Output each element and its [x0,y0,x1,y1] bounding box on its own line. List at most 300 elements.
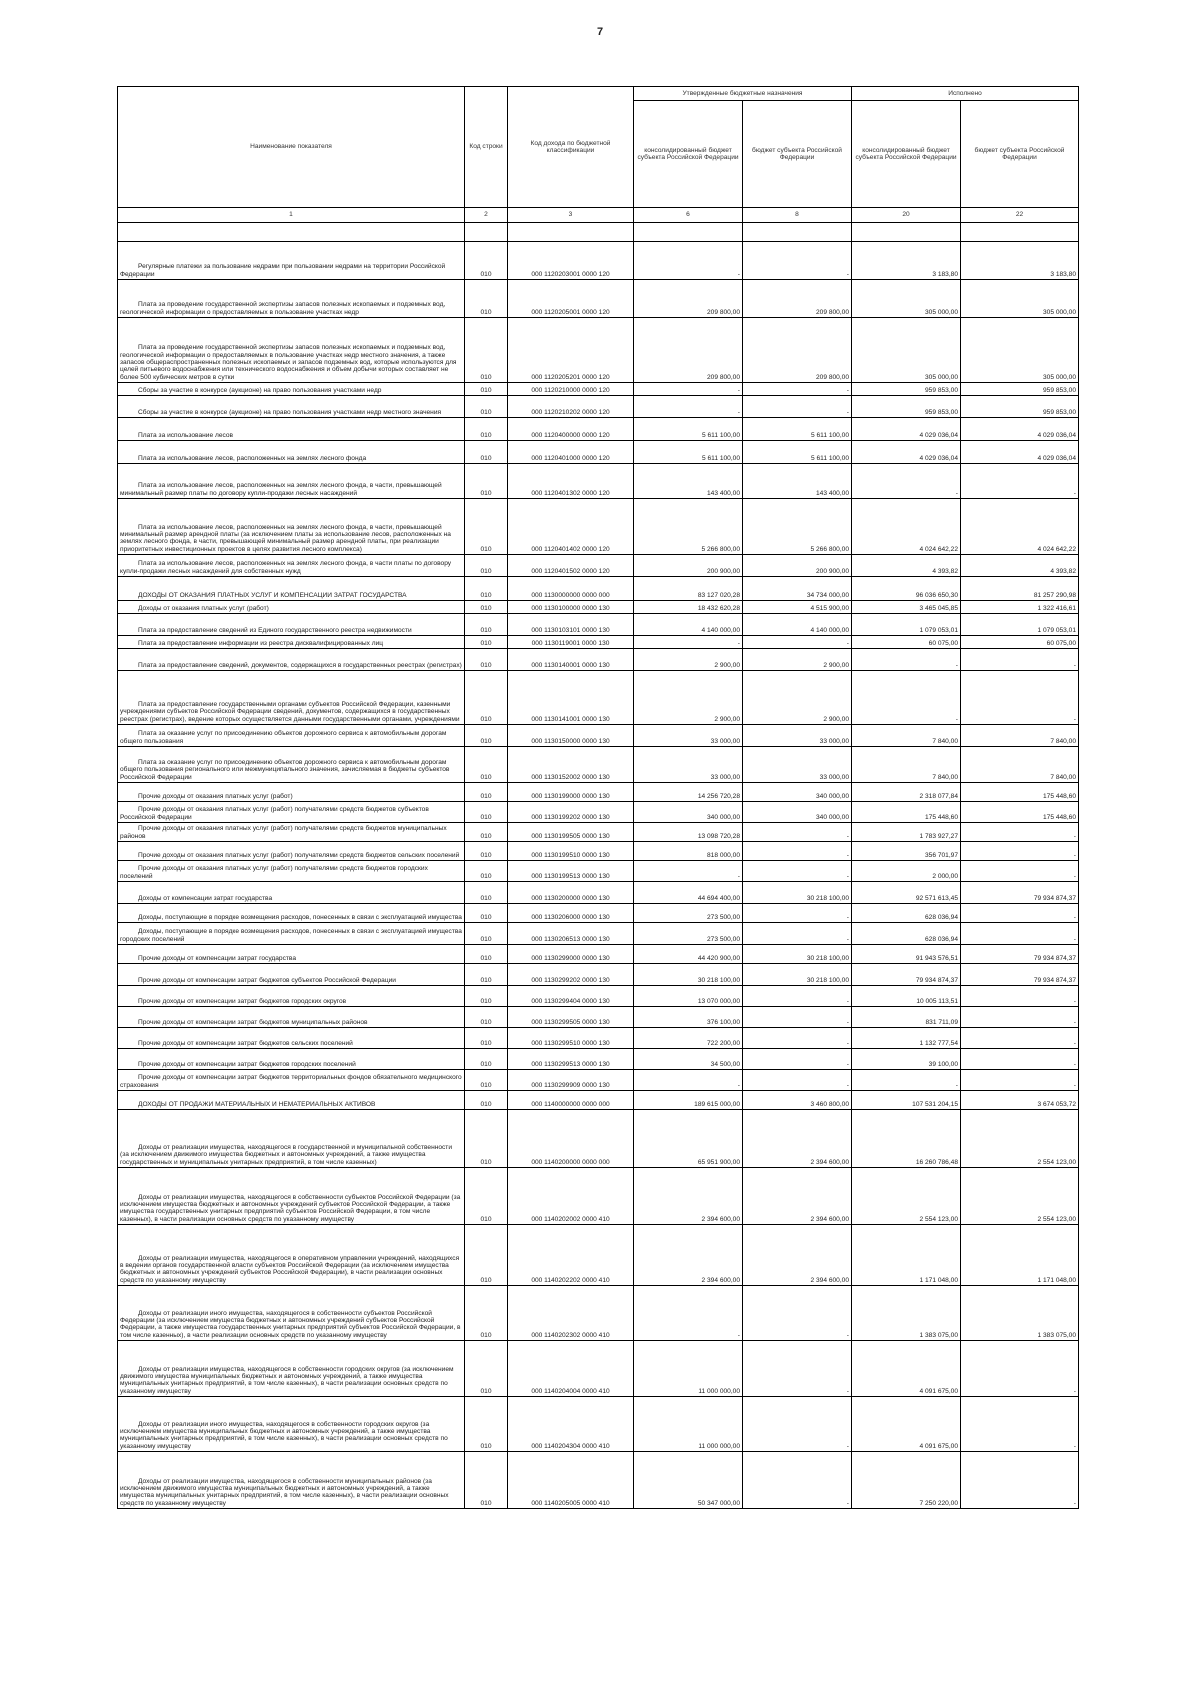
row-line-code: 010 [465,649,508,671]
table-row [118,318,1079,383]
row-approved-consolidated: 376 100,00 [634,1007,743,1028]
row-name [118,823,465,842]
row-line-code: 010 [465,1341,508,1397]
row-line-code: 010 [465,242,508,280]
row-income-code: 000 1130000000 0000 000 [508,577,634,601]
table-row [118,882,1079,904]
row-name-text: Прочие доходы от компенсации затрат бюджетов сельских поселений [138,1039,353,1047]
row-approved-subject: 2 394 600,00 [743,1110,852,1168]
row-approved-subject: 33 000,00 [743,747,852,783]
row-executed-consolidated: 4 091 675,00 [852,1397,961,1452]
row-income-code: 000 1140204004 0000 410 [508,1341,634,1397]
header-income-code: Код дохода по бюджетной классификации [508,87,634,208]
row-approved-consolidated: 273 500,00 [634,923,743,945]
row-name [118,671,465,725]
row-line-code: 010 [465,1286,508,1341]
table-row [118,555,1079,577]
row-executed-consolidated: 4 029 036,04 [852,418,961,441]
row-approved-consolidated: 209 800,00 [634,318,743,383]
row-approved-subject: 2 900,00 [743,649,852,671]
row-approved-subject: - [743,823,852,842]
row-executed-subject: 1 383 075,00 [961,1286,1079,1341]
row-approved-subject: 209 800,00 [743,280,852,318]
table-row [118,1168,1079,1225]
row-executed-subject: 7 840,00 [961,725,1079,747]
row-name-text: Прочие доходы от оказания платных услуг (работ) получателями средств бюджетов субъектов Российской Федерации [120,806,429,821]
row-income-code: 000 1140202002 0000 410 [508,1168,634,1225]
row-executed-subject: - [961,1007,1079,1028]
row-executed-consolidated: - [852,464,961,499]
column-number: 2 [465,208,508,223]
row-income-code: 000 1120401402 0000 120 [508,499,634,555]
row-line-code: 010 [465,396,508,418]
row-executed-subject: - [961,923,1079,945]
row-approved-consolidated: - [634,1286,743,1341]
table-row [118,1049,1079,1070]
row-name [118,1070,465,1091]
row-approved-consolidated: - [634,383,743,396]
row-name [118,923,465,945]
row-executed-consolidated: 1 171 048,00 [852,1225,961,1286]
row-approved-subject: - [743,842,852,861]
row-approved-subject: 340 000,00 [743,802,852,823]
row-executed-consolidated: 959 853,00 [852,396,961,418]
row-income-code: 000 1130206513 0000 130 [508,923,634,945]
row-name-text: Доходы от реализации имущества, находящегося в государственной и муниципальной собственности (за исключением движимого имущества бюджетных и автономных учреждений, а также имущества государственных и муниципальных унитарных предприятий, в том числе казенных) [120,1143,453,1166]
row-executed-consolidated: 628 036,94 [852,904,961,923]
row-approved-consolidated: 13 098 720,28 [634,823,743,842]
row-approved-consolidated: 83 127 020,28 [634,577,743,601]
row-name-text: Плата за оказание услуг по присоединению объектов дорожного сервиса к автомобильным дорогам общего пользования регионального или межмуниципального значения, зачисляемая в бюджеты субъектов Российской Федерации [120,758,450,781]
row-line-code: 010 [465,1452,508,1509]
row-income-code: 000 1130200000 0000 130 [508,882,634,904]
row-approved-consolidated: 818 000,00 [634,842,743,861]
row-executed-consolidated: - [852,671,961,725]
row-income-code: 000 1130206000 0000 130 [508,904,634,923]
row-approved-subject: - [743,1007,852,1028]
row-name-text: Доходы от оказания платных услуг (работ) [138,604,269,612]
row-approved-consolidated: - [634,396,743,418]
row-executed-consolidated: 4 024 642,22 [852,499,961,555]
table-row [118,1286,1079,1341]
row-approved-consolidated: 200 900,00 [634,555,743,577]
row-line-code: 010 [465,464,508,499]
row-executed-subject: 7 840,00 [961,747,1079,783]
row-approved-consolidated: - [634,242,743,280]
row-name [118,1452,465,1509]
row-name-text: Доходы, поступающие в порядке возмещения расходов, понесенных в связи с эксплуатацией имущества городских поселений [120,928,462,943]
row-line-code: 010 [465,1028,508,1049]
row-executed-consolidated: 628 036,94 [852,923,961,945]
table-row [118,649,1079,671]
row-name [118,242,465,280]
row-approved-subject: - [743,1028,852,1049]
row-executed-subject: 305 000,00 [961,280,1079,318]
row-line-code: 010 [465,671,508,725]
row-income-code: 000 1130199000 0000 130 [508,783,634,802]
row-approved-consolidated: 273 500,00 [634,904,743,923]
row-line-code: 010 [465,725,508,747]
row-executed-subject: 60 075,00 [961,636,1079,649]
row-approved-consolidated: 722 200,00 [634,1028,743,1049]
row-approved-subject: 209 800,00 [743,318,852,383]
row-name-text: Доходы от реализации имущества, находящегося в собственности муниципальных районов (за исключением движимого имущества муниципальных бюджетных и автономных учреждений, а также имущества муниципальных унитарных предприятий, в том числе казенных), в части реализации основных средств по указанному имуществу [120,1477,449,1507]
row-income-code: 000 1130299505 0000 130 [508,1007,634,1028]
row-executed-consolidated: 356 701,97 [852,842,961,861]
row-executed-consolidated: 7 840,00 [852,725,961,747]
row-approved-consolidated: 33 000,00 [634,725,743,747]
table-row [118,636,1079,649]
row-line-code: 010 [465,614,508,636]
header-group-executed: Исполнено [852,87,1079,101]
row-name-text: Прочие доходы от компенсации затрат бюджетов городских поселений [138,1060,356,1068]
row-executed-consolidated: 91 943 576,51 [852,945,961,964]
table-body [118,242,1079,1509]
row-line-code: 010 [465,636,508,649]
row-executed-consolidated: 39 100,00 [852,1049,961,1070]
row-executed-subject: 81 257 290,98 [961,577,1079,601]
table-row [118,861,1079,882]
row-name-text: Доходы от компенсации затрат государства [138,894,273,902]
row-line-code: 010 [465,904,508,923]
row-line-code: 010 [465,802,508,823]
row-approved-consolidated: 4 140 000,00 [634,614,743,636]
row-name [118,577,465,601]
row-name-text: Доходы от реализации имущества, находящегося в собственности субъектов Российской Федерации (за исключением имущества бюджетных и автономных учреждений субъектов Российской Федерации, а также имущества государственных унитарных предприятий субъектов Российской Федерации, в том числе казенных), в части реализации основных средств по указанному имуществу [120,1193,461,1223]
table-row [118,923,1079,945]
row-line-code: 010 [465,1049,508,1070]
row-approved-subject: - [743,923,852,945]
table-row [118,396,1079,418]
row-name-text: Сборы за участие в конкурсе (аукционе) на право пользования участками недр [138,386,382,394]
row-income-code: 000 1130199202 0000 130 [508,802,634,823]
row-executed-subject: - [961,986,1079,1007]
table-row [118,1091,1079,1110]
row-income-code: 000 1120401000 0000 120 [508,441,634,464]
row-approved-consolidated: 33 000,00 [634,747,743,783]
row-approved-consolidated: - [634,861,743,882]
row-name [118,280,465,318]
row-name [118,725,465,747]
row-name-text: Плата за предоставление государственными органами субъектов Российской Федерации, казенными учреждениями субъектов Российской Федерации сведений, документов, содержащихся в государственных реестрах (регистрах), ведение которых осуществляется данными государственными органами, учреждениями [120,700,460,723]
row-income-code: 000 1140200000 0000 000 [508,1110,634,1168]
row-approved-subject: - [743,1341,852,1397]
row-income-code: 000 1130299000 0000 130 [508,945,634,964]
row-approved-subject: 2 394 600,00 [743,1168,852,1225]
row-name-text: Плата за предоставление сведений, документов, содержащихся в государственных реестрах (регистрах) [138,661,462,669]
row-line-code: 010 [465,861,508,882]
row-name-text: Доходы от реализации имущества, находящегося в оперативном управлении учреждений, находящихся в ведении органов государственной власти субъектов Российской Федерации (за исключением имущества бюджетных и автономных учреждений субъектов Российской Федерации), в части реализации основных средств по указанному имуществу [120,1254,460,1284]
row-line-code: 010 [465,441,508,464]
table-row [118,464,1079,499]
row-executed-consolidated: 3 183,80 [852,242,961,280]
row-name [118,783,465,802]
row-executed-consolidated: 4 393,82 [852,555,961,577]
row-approved-subject: 5 611 100,00 [743,441,852,464]
row-executed-subject: - [961,904,1079,923]
row-name [118,396,465,418]
row-approved-subject: 5 611 100,00 [743,418,852,441]
row-income-code: 000 1140202202 0000 410 [508,1225,634,1286]
row-approved-subject: 5 266 800,00 [743,499,852,555]
row-name-text: Плата за предоставление информации из реестра дисквалифицированных лиц [138,639,384,647]
row-executed-subject: - [961,464,1079,499]
spacer-row [118,223,1079,242]
row-executed-subject: 3 183,80 [961,242,1079,280]
header-approved-consolidated: консолидированный бюджет субъекта Российской Федерации [634,101,743,208]
row-name [118,1168,465,1225]
row-executed-subject: 79 934 874,37 [961,945,1079,964]
row-income-code: 000 1130199505 0000 130 [508,823,634,842]
row-name [118,636,465,649]
row-line-code: 010 [465,280,508,318]
row-executed-subject: 175 448,60 [961,783,1079,802]
row-income-code: 000 1120210000 0000 120 [508,383,634,396]
row-approved-subject: 4 515 900,00 [743,601,852,614]
row-approved-consolidated: 209 800,00 [634,280,743,318]
row-approved-consolidated: - [634,1070,743,1091]
table-row [118,1070,1079,1091]
row-name [118,614,465,636]
row-executed-consolidated: 96 036 650,30 [852,577,961,601]
row-executed-subject: - [961,671,1079,725]
row-income-code: 000 1140205005 0000 410 [508,1452,634,1509]
row-executed-subject: 4 393,82 [961,555,1079,577]
row-name [118,555,465,577]
row-name [118,1225,465,1286]
row-line-code: 010 [465,923,508,945]
row-name-text: Доходы, поступающие в порядке возмещения расходов, понесенных в связи с эксплуатацией имущества [138,913,462,921]
table-row [118,725,1079,747]
row-executed-consolidated: 1 079 053,01 [852,614,961,636]
row-line-code: 010 [465,1225,508,1286]
row-approved-subject: 2 900,00 [743,671,852,725]
row-income-code: 000 1130199513 0000 130 [508,861,634,882]
header-approved-subject: бюджет субъекта Российской Федерации [743,101,852,208]
row-name [118,464,465,499]
row-executed-subject: - [961,861,1079,882]
row-name-text: Плата за проведение государственной экспертизы запасов полезных ископаемых и подземных вод, геологической информации о предоставляемых в пользование участках недр местного значения, а также запасов общераспространенных полезных ископаемых и запасов подземных вод, которые используются для целей питьевого водоснабжения или технического водоснабжения и объем добычи которых составляет не более 500 кубических метров в сутки [120,344,457,381]
row-income-code: 000 1130299202 0000 130 [508,964,634,986]
table-row [118,280,1079,318]
row-name-text: Плата за использование лесов, расположенных на землях лесного фонда, в части платы по договору купли-продажи лесных насаждений для собственных нужд [120,560,452,575]
row-line-code: 010 [465,1007,508,1028]
row-name-text: Доходы от реализации имущества, находящегося в собственности городских округов (за исключением движимого имущества муниципальных бюджетных и автономных учреждений, а также имущества муниципальных унитарных предприятий, в том числе казенных), в части реализации основных средств по указанному имуществу [120,1365,454,1395]
row-income-code: 000 1130119001 0000 130 [508,636,634,649]
row-executed-subject: 4 029 036,04 [961,441,1079,464]
row-approved-consolidated: 2 394 600,00 [634,1168,743,1225]
table-row [118,964,1079,986]
column-number: 3 [508,208,634,223]
row-name-text: Доходы от реализации иного имущества, находящегося в собственности субъектов Российской Федерации (за исключением имущества бюджетных и автономных учреждений субъектов Российской Федерации, а также имущества государственных унитарных предприятий субъектов Российской Федерации, в том числе казенных), в части реализации основных средств по указанному имуществу [120,1309,461,1339]
header-executed-subject: бюджет субъекта Российской Федерации [961,101,1079,208]
row-income-code: 000 1120205001 0000 120 [508,280,634,318]
row-approved-subject: - [743,383,852,396]
row-approved-subject: 2 394 600,00 [743,1225,852,1286]
row-executed-subject: 1 079 053,01 [961,614,1079,636]
row-name-text: Сборы за участие в конкурсе (аукционе) на право пользования участками недр местного значения [138,408,442,416]
row-approved-consolidated: 2 900,00 [634,649,743,671]
page-number: 7 [596,26,604,38]
row-line-code: 010 [465,986,508,1007]
row-line-code: 010 [465,945,508,964]
row-income-code: 000 1130103101 0000 130 [508,614,634,636]
row-approved-subject: 4 140 000,00 [743,614,852,636]
row-line-code: 010 [465,577,508,601]
row-name [118,1397,465,1452]
row-executed-subject: 959 853,00 [961,383,1079,396]
row-executed-consolidated: 175 448,60 [852,802,961,823]
table-row [118,441,1079,464]
row-name-text: Плата за использование лесов [138,431,234,439]
row-executed-consolidated: 7 840,00 [852,747,961,783]
row-executed-subject: 2 554 123,00 [961,1168,1079,1225]
row-line-code: 010 [465,842,508,861]
table-row [118,383,1079,396]
table-row [118,986,1079,1007]
table-row [118,823,1079,842]
row-line-code: 010 [465,964,508,986]
row-executed-consolidated: 92 571 613,45 [852,882,961,904]
row-executed-consolidated: 2 318 077,84 [852,783,961,802]
table-row [118,242,1079,280]
row-name-text: Плата за использование лесов, расположенных на землях лесного фонда, в части, превышающей минимальный размер платы по договору купли-продажи лесных насаждений [120,482,442,497]
row-approved-consolidated: 34 500,00 [634,1049,743,1070]
row-executed-consolidated: 831 711,09 [852,1007,961,1028]
row-name [118,418,465,441]
row-approved-subject: 143 400,00 [743,464,852,499]
row-name [118,1028,465,1049]
row-executed-consolidated: - [852,1070,961,1091]
row-approved-subject: - [743,1286,852,1341]
row-name-text: Прочие доходы от оказания платных услуг (работ) получателями средств бюджетов городских поселений [120,865,428,880]
row-approved-consolidated: 13 070 000,00 [634,986,743,1007]
row-line-code: 010 [465,747,508,783]
row-line-code: 010 [465,783,508,802]
row-income-code: 000 1130299404 0000 130 [508,986,634,1007]
row-approved-consolidated: 44 420 900,00 [634,945,743,964]
row-income-code: 000 1120203001 0000 120 [508,242,634,280]
row-executed-subject: 79 934 874,37 [961,964,1079,986]
row-approved-consolidated: 18 432 620,28 [634,601,743,614]
row-income-code: 000 1130299909 0000 130 [508,1070,634,1091]
row-name-text: Прочие доходы от оказания платных услуг (работ) получателями средств бюджетов муниципальных районов [120,825,447,840]
row-approved-subject: - [743,396,852,418]
row-executed-consolidated: 4 091 675,00 [852,1341,961,1397]
row-executed-consolidated: 79 934 874,37 [852,964,961,986]
row-income-code: 000 1120205201 0000 120 [508,318,634,383]
row-approved-consolidated: 5 611 100,00 [634,418,743,441]
row-approved-subject: 200 900,00 [743,555,852,577]
row-approved-subject: - [743,986,852,1007]
table-row [118,1028,1079,1049]
row-name [118,1341,465,1397]
row-line-code: 010 [465,555,508,577]
row-approved-consolidated: 30 218 100,00 [634,964,743,986]
row-executed-consolidated: 1 132 777,54 [852,1028,961,1049]
row-executed-consolidated: 10 005 113,51 [852,986,961,1007]
row-executed-subject: - [961,823,1079,842]
row-name [118,747,465,783]
row-name [118,1007,465,1028]
row-executed-consolidated: - [852,649,961,671]
row-approved-subject: - [743,1452,852,1509]
table-row [118,802,1079,823]
row-name-text: Плата за проведение государственной экспертизы запасов полезных ископаемых и подземных вод, геологической информации о предоставляемых в пользование участках недр [120,301,446,316]
row-name-text: Прочие доходы от компенсации затрат бюджетов территориальных фондов обязательного медицинского страхования [120,1074,462,1089]
row-approved-subject: 30 218 100,00 [743,945,852,964]
row-line-code: 010 [465,1168,508,1225]
row-income-code: 000 1130100000 0000 130 [508,601,634,614]
row-name-text: Регулярные платежи за пользование недрами при пользовании недрами на территории Российской Федерации [120,263,446,278]
row-name-text: Прочие доходы от компенсации затрат бюджетов субъектов Российской Федерации [138,976,396,984]
column-number: 6 [634,208,743,223]
table-row [118,783,1079,802]
row-executed-subject: - [961,1049,1079,1070]
row-executed-subject: 4 024 642,22 [961,499,1079,555]
row-approved-consolidated: 2 394 600,00 [634,1225,743,1286]
column-number: 8 [743,208,852,223]
row-approved-consolidated: 189 615 000,00 [634,1091,743,1110]
row-name-text: Плата за предоставление сведений из Единого государственного реестра недвижимости [138,626,412,634]
row-approved-subject: 30 218 100,00 [743,964,852,986]
table-row [118,601,1079,614]
row-executed-consolidated: 959 853,00 [852,383,961,396]
row-income-code: 000 1140000000 0000 000 [508,1091,634,1110]
row-line-code: 010 [465,383,508,396]
row-executed-subject: - [961,1341,1079,1397]
column-number: 1 [118,208,465,223]
row-approved-consolidated: 44 694 400,00 [634,882,743,904]
table-row [118,1110,1079,1168]
row-income-code: 000 1120401302 0000 120 [508,464,634,499]
row-income-code: 000 1130299510 0000 130 [508,1028,634,1049]
row-income-code: 000 1130150000 0000 130 [508,725,634,747]
table-row [118,842,1079,861]
row-executed-subject: 3 674 053,72 [961,1091,1079,1110]
row-name [118,601,465,614]
row-line-code: 010 [465,1091,508,1110]
row-name [118,499,465,555]
row-approved-subject: - [743,636,852,649]
table-row [118,499,1079,555]
table-row [118,945,1079,964]
table-row [118,1397,1079,1452]
row-name [118,986,465,1007]
row-name [118,904,465,923]
table-row [118,1341,1079,1397]
row-approved-subject: - [743,861,852,882]
row-income-code: 000 1140204304 0000 410 [508,1397,634,1452]
row-name-text: Доходы от реализации иного имущества, находящегося в собственности городских округов (за исключением имущества муниципальных бюджетных и автономных учреждений, а также имущества муниципальных унитарных предприятий, в том числе казенных), в части реализации основных средств по указанному имуществу [120,1420,448,1450]
row-approved-consolidated: 2 900,00 [634,671,743,725]
row-name-text: Прочие доходы от компенсации затрат государства [138,954,297,962]
row-line-code: 010 [465,318,508,383]
table-row [118,747,1079,783]
row-income-code: 000 1140202302 0000 410 [508,1286,634,1341]
table-row [118,418,1079,441]
header-line-code: Код строки [465,87,508,208]
header-group-approved: Утвержденные бюджетные назначения [634,87,852,101]
row-approved-consolidated: 65 951 900,00 [634,1110,743,1168]
row-approved-subject: 340 000,00 [743,783,852,802]
table-row [118,614,1079,636]
row-name [118,802,465,823]
row-approved-consolidated: 143 400,00 [634,464,743,499]
row-approved-consolidated: 5 266 800,00 [634,499,743,555]
header-name: Наименование показателя [118,87,465,208]
row-name-text: Прочие доходы от компенсации затрат бюджетов городских округов [138,997,347,1005]
